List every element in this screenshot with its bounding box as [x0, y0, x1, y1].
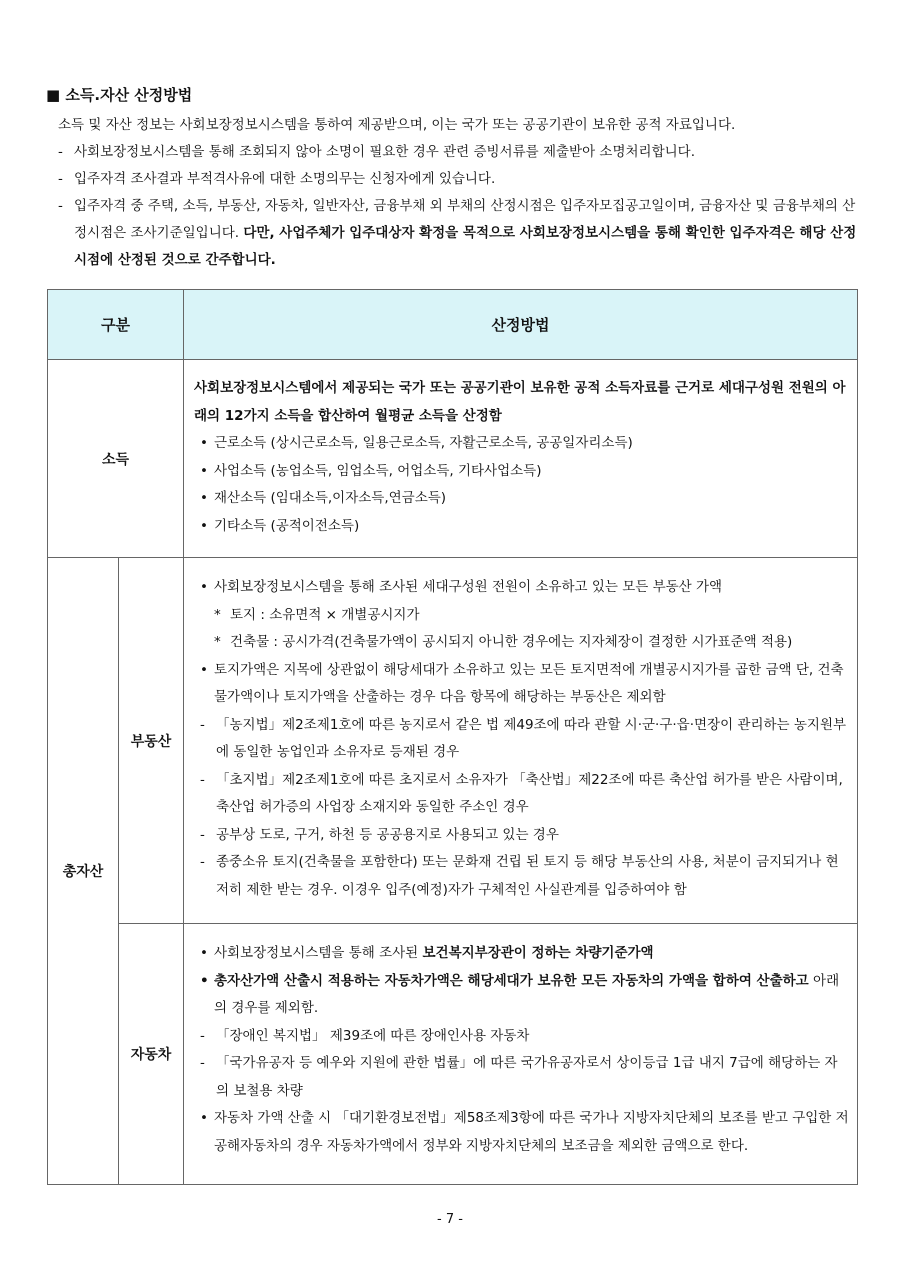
- intro-item: [58, 193, 858, 274]
- vehicle-d1: 「장애인 복지법」 제39조에 따른 장애인사용 자동차: [216, 1027, 530, 1044]
- list-item: [200, 849, 849, 904]
- intro-item-text: 입주자격 조사결과 부적격사유에 대한 소명의무는 신청자에게 있습니다.: [74, 171, 496, 187]
- dash-marker: -: [200, 826, 205, 843]
- vehicle-content: [184, 924, 858, 1185]
- star-marker: *: [214, 634, 221, 650]
- income-lead: 사회보장정보시스템에서 제공되는 국가 또는 공공기관이 보유한 공적 소득자료를 근거로 세대구성원 전원의 아래의 12가지 소득을 합산하여 월평균 소득을 산정함: [194, 380, 846, 424]
- real-estate-d4: 종중소유 토지(건축물을 포함한다) 또는 문화재 건립 된 토지 등 해당 부동산의 사용, 처분이 금지되거나 현저히 제한 받는 경우. 이경우 입주(예정)자가 구체적인 사실관계를 입증하여야 함: [216, 854, 839, 898]
- real-estate-row: [48, 558, 858, 924]
- list-item: [200, 1050, 849, 1105]
- section-heading: [46, 84, 192, 105]
- bullet-marker: •: [200, 435, 208, 451]
- assessment-table: [47, 289, 858, 1185]
- vehicle-b2-plain: 아래의 경우를 제외함.: [214, 972, 840, 1016]
- vehicle-row: [48, 924, 858, 1185]
- intro-item: [58, 139, 858, 166]
- bullet-marker: •: [200, 661, 208, 678]
- total-assets-label: 총자산: [48, 558, 119, 1185]
- list-item: [200, 485, 849, 513]
- vehicle-d2: 「국가유공자 등 예우와 지원에 관한 법률」에 따른 국가유공자로서 상이등급 1급 내지 7급에 해당하는 자의 보철용 차량: [216, 1055, 838, 1099]
- income-item: 재산소득 (임대소득,이자소득,연금소득): [214, 490, 447, 506]
- bullet-marker: •: [200, 972, 209, 989]
- bullet-marker: •: [200, 490, 208, 506]
- list-item: [200, 767, 849, 822]
- dash-marker: -: [200, 854, 205, 870]
- vehicle-label: 자동차: [119, 924, 184, 1185]
- list-item: [200, 968, 849, 1023]
- section-title: 소득.자산 산정방법: [65, 86, 193, 104]
- list-item: [200, 1023, 849, 1051]
- vehicle-b2: [214, 968, 849, 1023]
- intro-lead: 소득 및 자산 정보는 사회보장정보시스템을 통하여 제공받으며, 이는 국가 또는 공공기관이 보유한 공적 자료입니다.: [58, 117, 736, 133]
- intro-block: [58, 112, 858, 274]
- vehicle-b1-bold: 보건복지부장관이 정하는 차량기준가액: [422, 945, 654, 961]
- dash-marker: -: [200, 771, 205, 788]
- bullet-marker: •: [200, 517, 208, 534]
- real-estate-b1: 사회보장정보시스템을 통해 조사된 세대구성원 전원이 소유하고 있는 모든 부동산 가액: [214, 579, 723, 595]
- dash-marker: -: [200, 1055, 205, 1071]
- real-estate-s1: 토지 : 소유면적 × 개별공시지가: [230, 606, 420, 623]
- dash-marker: -: [200, 1027, 205, 1044]
- list-item: [200, 430, 849, 458]
- page-number: - 7 -: [437, 1212, 463, 1227]
- list-item: [200, 940, 849, 968]
- square-bullet-icon: ■: [46, 86, 61, 104]
- list-item: [200, 458, 849, 486]
- bullet-marker: •: [200, 462, 208, 479]
- intro-item-bold: 다만, 사업주체가 입주대상자 확정을 목적으로 사회보장정보시스템을 통해 확인한 입주자격은 해당 산정시점에 산정된 것으로 간주합니다.: [74, 225, 857, 268]
- real-estate-d2: 「초지법」제2조제1호에 따른 초지로서 소유자가 「축산법」제22조에 따른 축산업 허가를 받은 사람이며, 축산업 허가증의 사업장 소재지와 동일한 주소인 경우: [216, 771, 843, 815]
- star-marker: *: [214, 606, 221, 623]
- vehicle-b2-bold: 총자산가액 산출시 적용하는 자동차가액은 해당세대가 보유한 모든 자동차의 가액을 합하여 산출하고: [214, 972, 809, 989]
- intro-item-text: 사회보장정보시스템을 통해 조회되지 않아 소명이 필요한 경우 관련 증빙서류를 제출받아 소명처리합니다.: [74, 144, 696, 160]
- intro-item-plain: 입주자격 중 주택, 소득, 부동산, 자동차, 일반자산, 금융부채 외 부채의 산정시점은 입주자모집공고일이며, 금융자산 및 금융부채의 산정시점은 조사기준일입니다.: [74, 198, 856, 241]
- intro-item: [58, 166, 858, 193]
- real-estate-s2: 건축물 : 공시가격(건축물가액이 공시되지 아니한 경우에는 지자체장이 결정한 시가표준액 적용): [230, 634, 793, 650]
- income-item: 사업소득 (농업소득, 임업소득, 어업소득, 기타사업소득): [214, 462, 542, 479]
- dash-marker: -: [58, 144, 63, 160]
- dash-marker: -: [58, 198, 63, 214]
- income-label: 소득: [48, 360, 184, 558]
- header-category: 구분: [48, 290, 184, 360]
- intro-item-text: [74, 193, 858, 274]
- vehicle-b3: 자동차 가액 산출 시 「대기환경보전법」제58조제3항에 따른 국가나 지방자치단체의 보조를 받고 구입한 저공해자동차의 경우 자동차가액에서 정부와 지방자치단체의 보조금을 제외한 금액으로 한다.: [214, 1110, 849, 1154]
- bullet-marker: •: [200, 1110, 208, 1126]
- list-item: [200, 822, 849, 850]
- vehicle-b1: [214, 940, 654, 968]
- real-estate-d1: 「농지법」제2조제1호에 따른 농지로서 같은 법 제49조에 따라 관할 시·군·구·읍·면장이 관리하는 농지원부에 동일한 농업인과 소유자로 등재된 경우: [216, 716, 847, 760]
- bullet-marker: •: [200, 945, 208, 961]
- list-item: [200, 513, 849, 541]
- income-item: 근로소득 (상시근로소득, 일용근로소득, 자활근로소득, 공공일자리소득): [214, 435, 633, 451]
- list-item: [200, 712, 849, 767]
- real-estate-d3: 공부상 도로, 구거, 하천 등 공공용지로 사용되고 있는 경우: [216, 826, 559, 843]
- vehicle-b1-plain: 사회보장정보시스템을 통해 조사된: [214, 945, 419, 961]
- real-estate-b2: 토지가액은 지목에 상관없이 해당세대가 소유하고 있는 모든 토지면적에 개별공시지가를 곱한 금액 단, 건축물가액이나 토지가액을 산출하는 경우 다음 항목에 해당하는 부동산은 제외함: [214, 661, 844, 705]
- income-item: 기타소득 (공적이전소득): [214, 517, 360, 534]
- dash-marker: -: [58, 171, 63, 187]
- dash-marker: -: [200, 716, 205, 733]
- income-content: [184, 360, 858, 558]
- real-estate-content: [184, 558, 858, 924]
- list-item: [200, 602, 849, 630]
- real-estate-label: 부동산: [119, 558, 184, 924]
- list-item: [200, 1105, 849, 1160]
- list-item: [200, 574, 849, 602]
- income-row: [48, 360, 858, 558]
- header-method: 산정방법: [184, 290, 858, 360]
- list-item: [200, 657, 849, 712]
- list-item: [200, 629, 849, 657]
- table-header-row: [48, 290, 858, 360]
- bullet-marker: •: [200, 579, 208, 595]
